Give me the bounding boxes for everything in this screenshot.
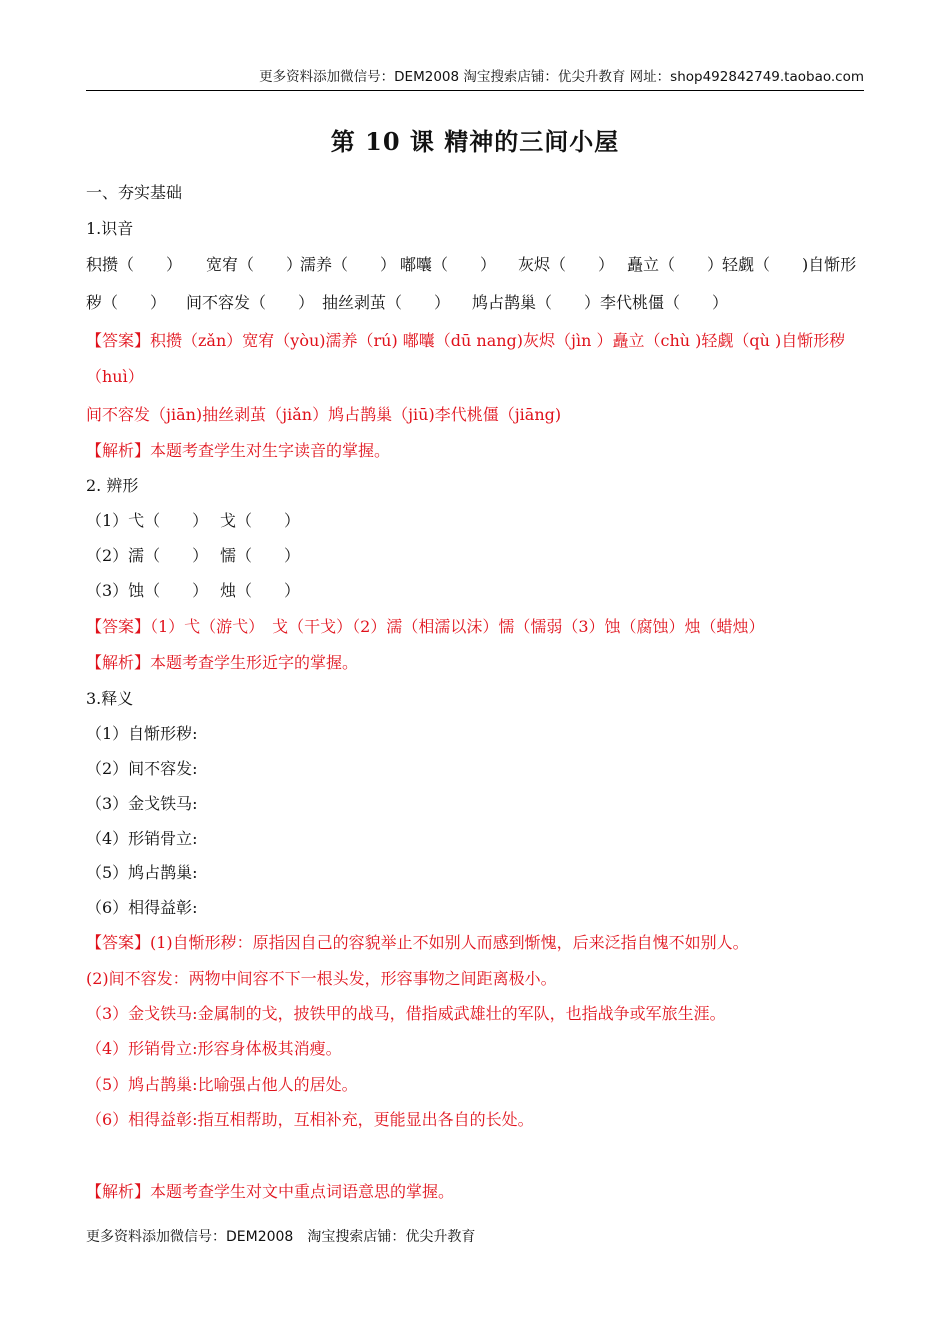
q1-analysis: 【解析】本题考查学生对生字读音的掌握。 (86, 441, 391, 460)
q3-item: （1）自惭形秽: (86, 724, 198, 743)
q2-row (86, 545, 486, 569)
q2-row (86, 510, 486, 534)
q1-item: 嘟囔（ ） (400, 255, 497, 274)
section-heading: 一、夯实基础 (86, 183, 183, 202)
q3-analysis: 【解析】本题考查学生对文中重点词语意思的掌握。 (86, 1182, 455, 1201)
q2-item: 戈（ ） (220, 511, 301, 530)
q3-heading: 3.释义 (86, 689, 134, 708)
q1-item: 宽宥（ ） (206, 255, 303, 274)
q1-item: 鸠占鹊巢（ ） (472, 293, 601, 312)
q1-item: 秽（ ） (86, 293, 167, 312)
q3-answer: （6）相得益彰:指互相帮助，互相补充，更能显出各自的长处。 (86, 1110, 534, 1129)
q3-item: （6）相得益彰: (86, 898, 198, 917)
q1-item: 李代桃僵（ ） (600, 293, 729, 312)
q3-answer: （5）鸠占鹊巢:比喻强占他人的居处。 (86, 1075, 358, 1094)
q1-answer-cont: 间不容发（jiān)抽丝剥茧（jiǎn）鸠占鹊巢（jiū)李代桃僵（jiāng) (86, 405, 562, 424)
q2-item: （3）蚀（ ） (86, 581, 209, 600)
q2-item: 烛（ ） (220, 581, 301, 600)
q2-row (86, 580, 486, 604)
q1-item: 濡养（ ） (300, 255, 397, 274)
q3-answer: (2)间不容发：两物中间容不下一根头发，形容事物之间距离极小。 (86, 969, 557, 988)
page-header: 更多资料添加微信号：DEM2008 淘宝搜索店铺：优尖升教育 网址：shop492842749.taobao.com (86, 64, 864, 91)
q1-answer: 【答案】积攒（zǎn）宽宥（yòu)濡养（rú) 嘟囔（dū nang)灰烬（jìn ）矗立（chù )轻觑（qù )自惭形秽 (86, 331, 846, 350)
q3-item: （4）形销骨立: (86, 829, 198, 848)
q1-item: 矗立（ ） (627, 255, 724, 274)
q2-item: （1）弋（ ） (86, 511, 209, 530)
q2-answer: 【答案】（1）弋（游弋） 戈（干戈）（2）濡（相濡以沫）懦（懦弱（3）蚀（腐蚀）烛（蜡烛） (86, 617, 765, 636)
q2-item: 懦（ ） (220, 546, 301, 565)
q3-item: （2）间不容发: (86, 759, 198, 778)
q1-item: 间不容发（ ） (186, 293, 315, 312)
q3-item: （5）鸠占鹊巢: (86, 863, 198, 882)
q1-item: 积攒（ ） (86, 255, 183, 274)
q1-answer-cont: （huì） (86, 367, 144, 386)
q1-row1 (86, 254, 866, 278)
q3-answer: 【答案】(1)自惭形秽：原指因自己的容貌举止不如别人而感到惭愧，后来泛指自愧不如别人。 (86, 933, 749, 952)
page-footer: 更多资料添加微信号：DEM2008 淘宝搜索店铺：优尖升教育 (86, 1229, 476, 1245)
q1-row2 (86, 292, 866, 316)
q3-item: （3）金戈铁马: (86, 794, 198, 813)
q1-item: 轻觑（ )自惭形 (722, 255, 857, 274)
q1-item: 抽丝剥茧（ ） (322, 293, 451, 312)
q3-answer: （4）形销骨立:形容身体极其消瘦。 (86, 1039, 342, 1058)
q2-analysis: 【解析】本题考查学生形近字的掌握。 (86, 653, 359, 672)
q2-heading: 2. 辨形 (86, 476, 139, 495)
q1-heading: 1.识音 (86, 219, 134, 238)
q1-item: 灰烬（ ） (518, 255, 615, 274)
q3-answer: （3）金戈铁马:金属制的戈，披铁甲的战马，借指威武雄壮的军队，也指战争或军旅生涯。 (86, 1004, 726, 1023)
page-title: 第 10 课 精神的三间小屋 (330, 127, 620, 156)
q2-item: （2）濡（ ） (86, 546, 209, 565)
